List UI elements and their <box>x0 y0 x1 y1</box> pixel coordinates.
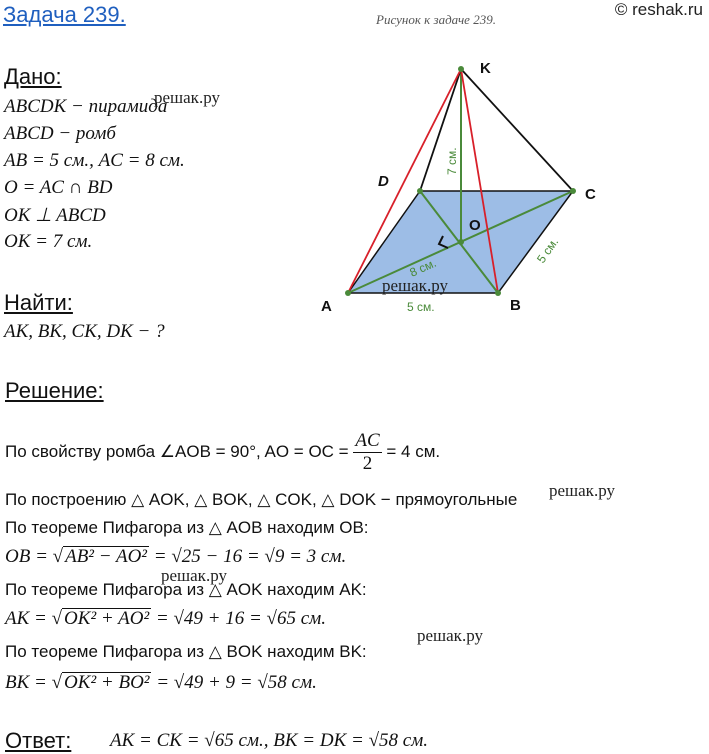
fraction-denominator: 2 <box>362 453 373 474</box>
label-o: O <box>469 217 481 234</box>
solution-heading: Решение: <box>5 378 104 403</box>
line-6-radicand: OK² + AO² <box>64 608 150 629</box>
answer-label: Ответ: <box>5 728 72 753</box>
vertex-b <box>495 290 501 296</box>
find-heading: Найти: <box>4 290 73 315</box>
figure-caption: Рисунок к задаче 239. <box>376 12 496 27</box>
length-ok: 7 см. <box>445 147 459 175</box>
watermark-4: решак.ру <box>161 566 227 585</box>
sqrt-icon: √ <box>52 546 64 567</box>
watermark-1: решак.ру <box>154 88 220 107</box>
point-o <box>458 239 464 245</box>
vertex-c <box>570 188 576 194</box>
given-line-1: ABCDK − пирамида <box>4 96 168 117</box>
pyramid-figure <box>315 55 605 325</box>
line-8-lhs: BK = <box>5 672 47 693</box>
answer-text: AK = CK = √65 см., BK = DK = √58 см. <box>110 730 429 751</box>
given-line-5: OK ⊥ ABCD <box>4 205 106 226</box>
solution-line-6 <box>5 608 326 630</box>
solution-line-2: По построению △ AOK, △ BOK, △ COK, △ DOK − прямоугольные <box>5 490 518 509</box>
watermark-5: решак.ру <box>417 626 483 645</box>
solution-line-3: По теореме Пифагора из △ AOB находим OB: <box>5 518 369 537</box>
sqrt-icon: √ <box>51 608 63 629</box>
task-title-link[interactable]: Задача 239. <box>3 2 126 27</box>
length-bc: 5 см. <box>533 235 562 266</box>
fraction-ac-over-2 <box>353 430 381 475</box>
solution-line-1 <box>5 430 440 475</box>
vertex-k <box>458 66 464 72</box>
line-6-lhs: AK = <box>5 608 47 629</box>
label-d: D <box>378 173 389 190</box>
solution-line-4 <box>5 546 346 568</box>
label-c: C <box>585 186 596 203</box>
vertex-d <box>417 188 423 194</box>
length-ac: 8 см. <box>407 255 439 280</box>
label-k: K <box>480 60 491 77</box>
given-heading: Дано: <box>4 64 62 89</box>
copyright-text: © reshak.ru <box>614 0 703 19</box>
line-8-radicand: OK² + BO² <box>64 672 150 693</box>
solution-line-1-text: По свойству ромба ∠AOB = 90°, AO = OC = <box>5 441 349 461</box>
solution-line-8 <box>5 672 317 694</box>
find-line: AK, BK, CK, DK − ? <box>4 321 165 342</box>
label-b: B <box>510 297 521 314</box>
solution-line-7: По теореме Пифагора из △ BOK находим BK: <box>5 642 367 661</box>
line-4-lhs: OB = <box>5 546 48 567</box>
line-8-rhs: = √49 + 9 = √58 см. <box>156 672 317 693</box>
given-line-6: OK = 7 см. <box>4 231 93 252</box>
sqrt-icon: √ <box>51 672 63 693</box>
fraction-numerator: AC <box>355 430 380 451</box>
line-4-radicand: AB² − AO² <box>65 546 148 567</box>
length-ab: 5 см. <box>407 300 435 314</box>
given-line-4: O = AC ∩ BD <box>4 177 113 198</box>
vertex-a <box>345 290 351 296</box>
watermark-3: решак.ру <box>549 481 615 500</box>
given-line-2: ABCD − ромб <box>4 123 116 144</box>
line-6-rhs: = √49 + 16 = √65 см. <box>155 608 327 629</box>
given-line-3: AB = 5 см., AC = 8 см. <box>4 150 185 171</box>
label-a: A <box>321 298 332 315</box>
solution-line-1-tail: = 4 см. <box>386 441 441 461</box>
watermark-2: решак.ру <box>382 276 448 295</box>
line-4-rhs: = √25 − 16 = √9 = 3 см. <box>153 546 347 567</box>
solution-line-5: По теореме Пифагора из △ AOK находим AK: <box>5 580 367 599</box>
